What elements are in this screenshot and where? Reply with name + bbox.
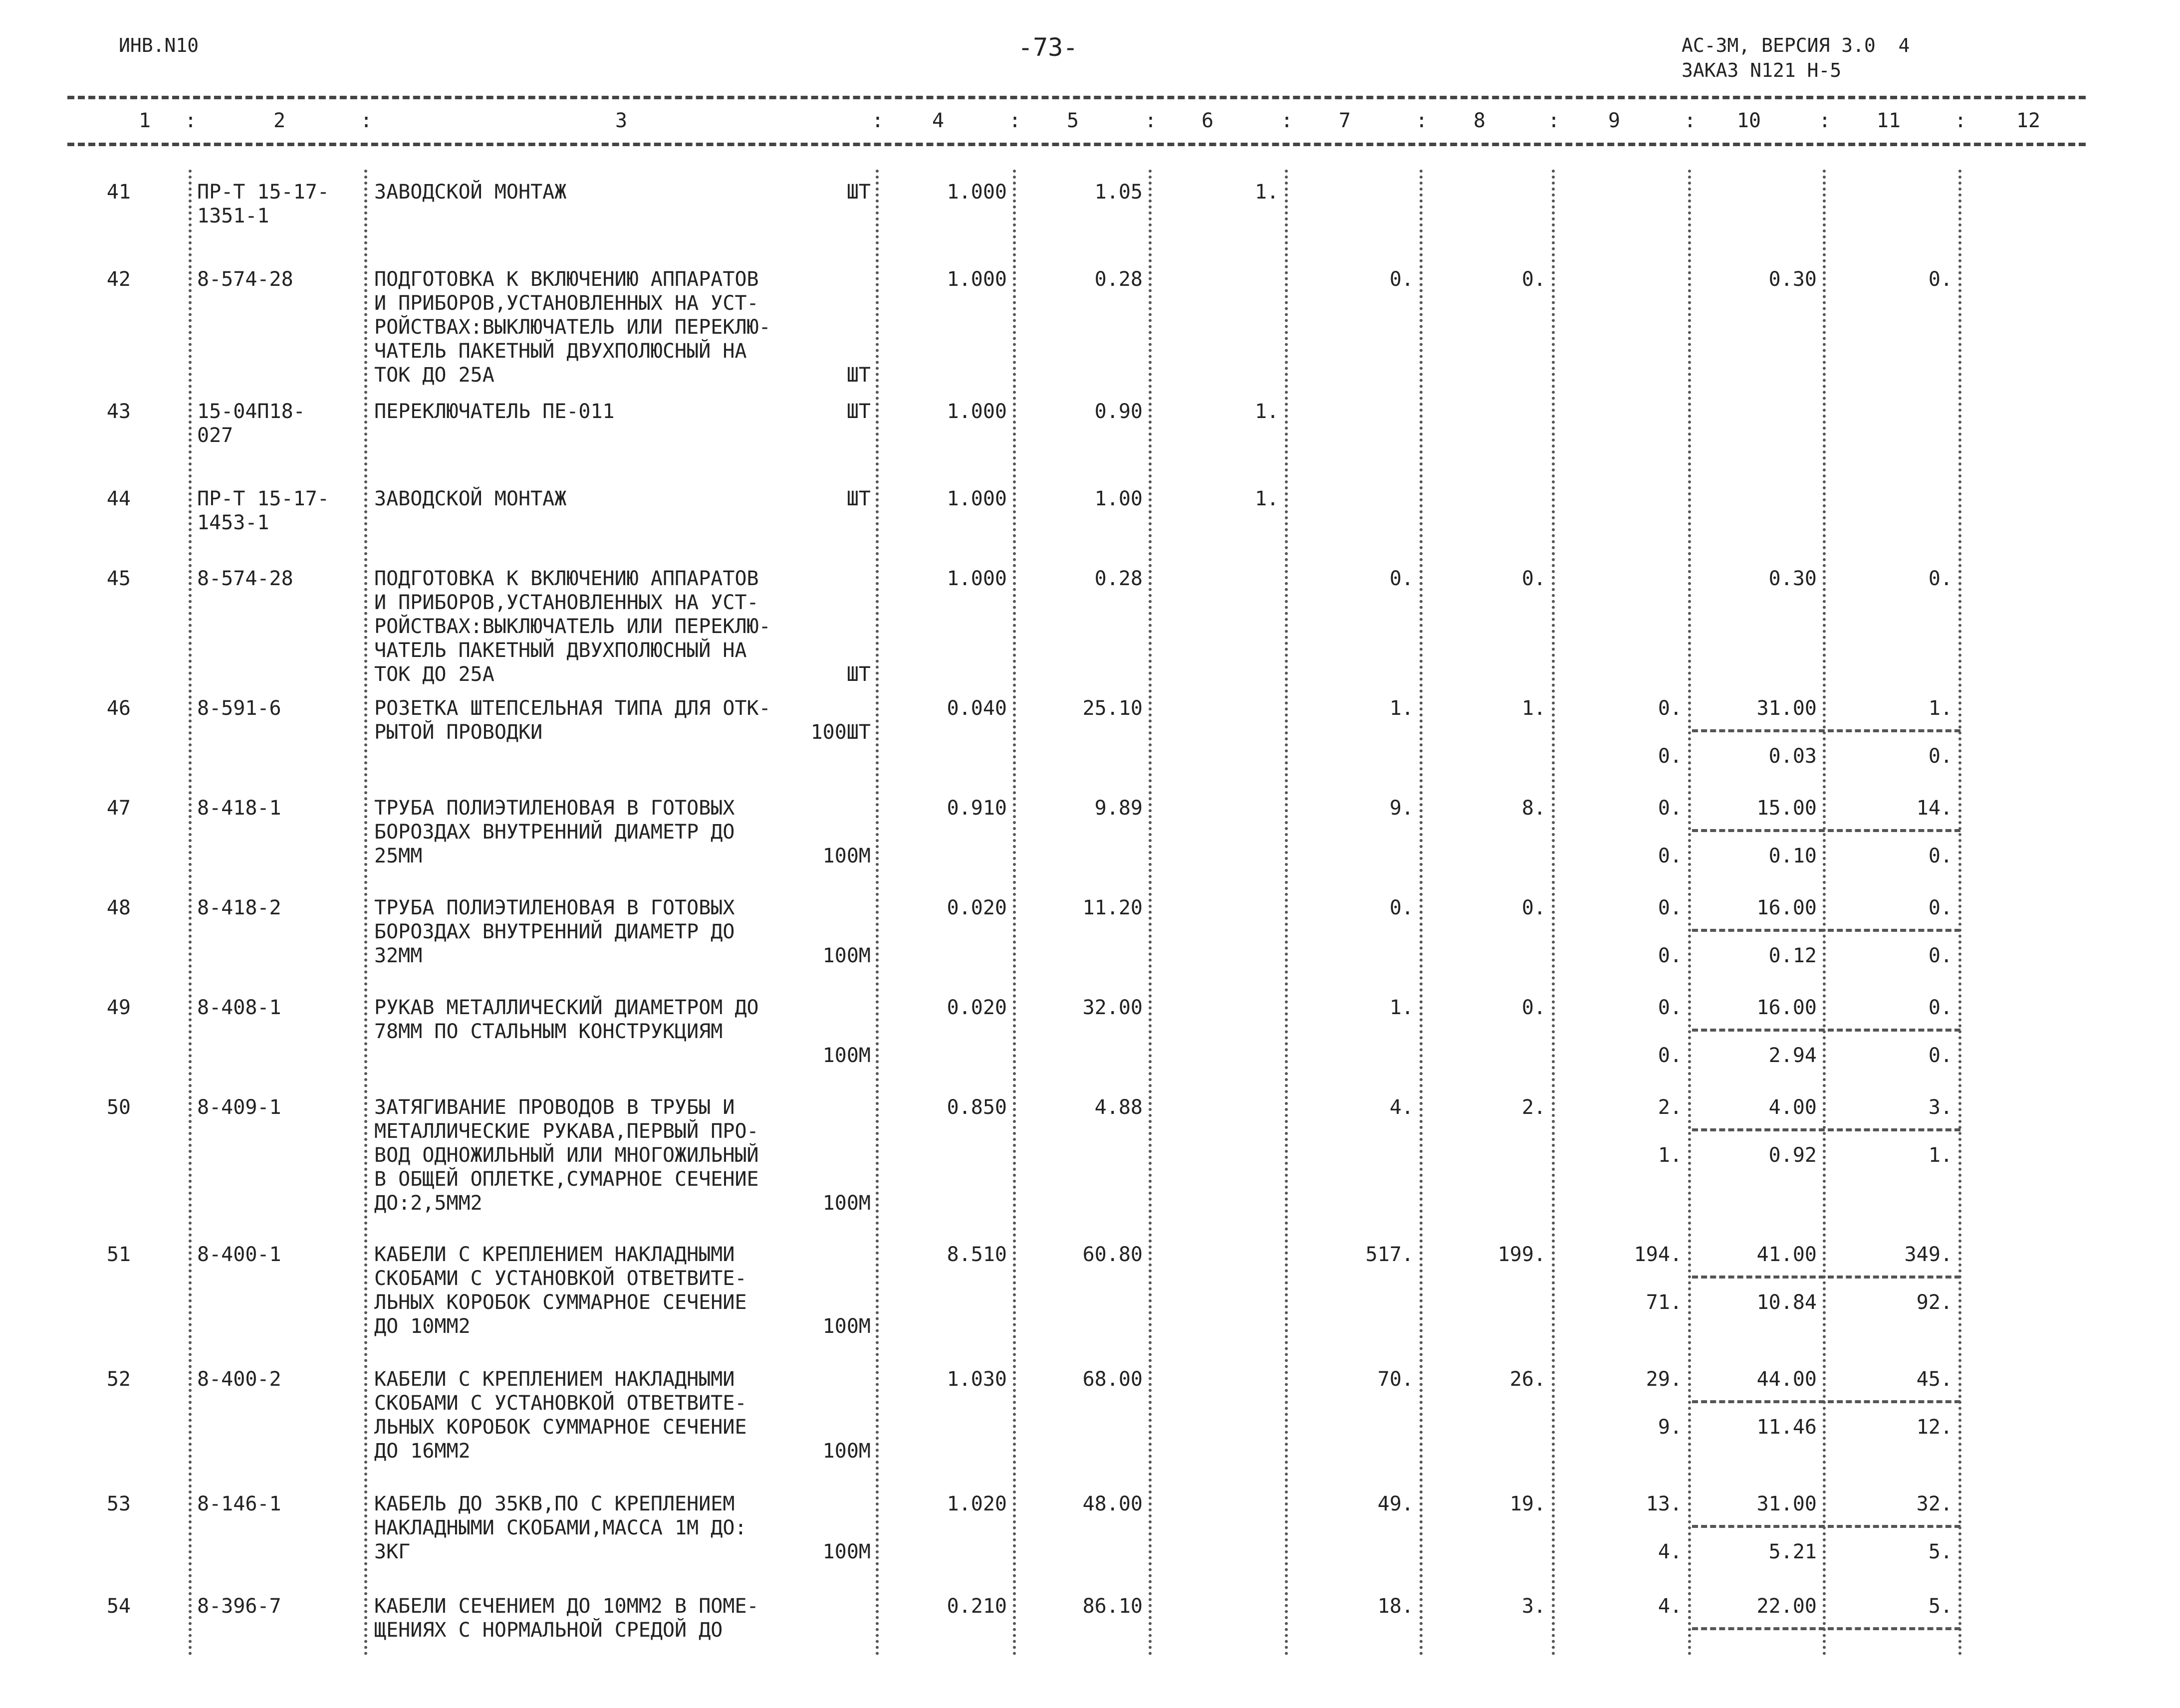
header-separator: : — [872, 109, 884, 132]
row-value-7: 1. — [1389, 996, 1414, 1019]
row-value-5: 48.00 — [1082, 1493, 1143, 1515]
row-sub-value-9: 0. — [1658, 845, 1682, 867]
row-value-8: 19. — [1509, 1493, 1546, 1515]
row-number: 41 — [106, 181, 131, 204]
row-value-5: 0.28 — [1094, 268, 1143, 291]
row-value-10: 0.30 — [1768, 268, 1817, 291]
row-code: ПР-Т 15-17- — [197, 487, 329, 510]
row-value-8: 2. — [1521, 1096, 1546, 1119]
row-value-10: 31.00 — [1756, 1493, 1817, 1515]
column-header-12: 12 — [2016, 109, 2041, 132]
row-description: 78ММ ПО СТАЛЬНЫМ КОНСТРУКЦИЯМ — [374, 1020, 723, 1043]
subtotal-divider — [1692, 929, 1960, 932]
row-value-10: 41.00 — [1756, 1243, 1817, 1266]
row-value-9: 194. — [1634, 1243, 1682, 1266]
inventory-number: ИНВ.N10 — [119, 34, 199, 56]
row-unit: 100М — [822, 1044, 871, 1067]
row-unit: ШТ — [846, 181, 871, 204]
row-description: КАБЕЛИ С КРЕПЛЕНИЕМ НАКЛАДНЫМИ — [374, 1243, 735, 1266]
row-sub-value-9: 4. — [1658, 1540, 1682, 1563]
row-unit: 100М — [822, 944, 871, 967]
header-separator: : — [185, 109, 197, 132]
column-header-11: 11 — [1876, 109, 1901, 132]
row-value-4: 0.040 — [947, 697, 1007, 720]
row-value-6: 1. — [1254, 487, 1279, 510]
row-sub-value-11: 92. — [1916, 1291, 1952, 1314]
row-value-4: 1.000 — [947, 268, 1007, 291]
row-description: БОРОЗДАХ ВНУТРЕННИЙ ДИАМЕТР ДО — [374, 821, 735, 844]
row-number: 44 — [106, 487, 131, 510]
row-description: ТРУБА ПОЛИЭТИЛЕНОВАЯ В ГОТОВЫХ — [374, 797, 735, 820]
row-value-9: 2. — [1658, 1096, 1682, 1119]
header-separator: : — [1009, 109, 1021, 132]
row-value-6: 1. — [1254, 181, 1279, 204]
row-description: 25ММ — [374, 845, 423, 867]
row-value-8: 8. — [1521, 797, 1546, 820]
row-value-10: 16.00 — [1756, 896, 1817, 919]
row-description: В ОБЩЕЙ ОПЛЕТКЕ,СУМАРНОЕ СЕЧЕНИЕ — [374, 1168, 759, 1191]
row-description: И ПРИБОРОВ,УСТАНОВЛЕННЫХ НА УСТ- — [374, 591, 759, 614]
row-sub-value-10: 5.21 — [1768, 1540, 1817, 1563]
row-value-11: 0. — [1928, 996, 1952, 1019]
row-value-9: 4. — [1658, 1595, 1682, 1618]
row-value-5: 11.20 — [1082, 896, 1143, 919]
row-code: 8-591-6 — [197, 697, 281, 720]
row-description: РЫТОЙ ПРОВОДКИ — [374, 721, 543, 744]
row-description: ПОДГОТОВКА К ВКЛЮЧЕНИЮ АППАРАТОВ — [374, 567, 759, 590]
row-sub-value-10: 0.10 — [1768, 845, 1817, 867]
row-value-7: 1. — [1389, 697, 1414, 720]
subtotal-divider — [1692, 1029, 1960, 1032]
row-sub-value-9: 0. — [1658, 1044, 1682, 1067]
column-header-8: 8 — [1473, 109, 1486, 132]
row-description: РОЗЕТКА ШТЕПСЕЛЬНАЯ ТИПА ДЛЯ ОТК- — [374, 697, 771, 720]
row-code: 8-396-7 — [197, 1595, 281, 1618]
column-separator — [364, 170, 367, 1656]
row-unit: 100М — [822, 1192, 871, 1215]
row-sub-value-11: 5. — [1928, 1540, 1952, 1563]
header-separator: : — [1416, 109, 1428, 132]
header-separator: : — [1281, 109, 1293, 132]
row-value-5: 4.88 — [1094, 1096, 1143, 1119]
column-header-7: 7 — [1338, 109, 1351, 132]
subtotal-divider — [1692, 1627, 1960, 1630]
row-value-11: 3. — [1928, 1096, 1952, 1119]
row-description: КАБЕЛИ С КРЕПЛЕНИЕМ НАКЛАДНЫМИ — [374, 1368, 735, 1391]
row-value-9: 29. — [1646, 1368, 1682, 1391]
row-description: ЗАВОДСКОЙ МОНТАЖ — [374, 181, 567, 204]
row-value-8: 199. — [1497, 1243, 1546, 1266]
row-value-7: 517. — [1365, 1243, 1414, 1266]
row-value-5: 32.00 — [1082, 996, 1143, 1019]
row-value-7: 0. — [1389, 896, 1414, 919]
column-header-3: 3 — [615, 109, 628, 132]
row-value-5: 68.00 — [1082, 1368, 1143, 1391]
row-number: 47 — [106, 797, 131, 820]
row-sub-value-11: 12. — [1916, 1416, 1952, 1439]
row-number: 51 — [106, 1243, 131, 1266]
row-description: КАБЕЛЬ ДО 35КВ,ПО С КРЕПЛЕНИЕМ — [374, 1493, 735, 1515]
row-unit: 100М — [822, 1440, 871, 1463]
row-value-8: 0. — [1521, 567, 1546, 590]
row-description: ДО:2,5ММ2 — [374, 1192, 483, 1215]
row-description: И ПРИБОРОВ,УСТАНОВЛЕННЫХ НА УСТ- — [374, 292, 759, 315]
row-value-4: 0.210 — [947, 1595, 1007, 1618]
row-value-11: 5. — [1928, 1595, 1952, 1618]
column-header-2: 2 — [273, 109, 286, 132]
row-number: 50 — [106, 1096, 131, 1119]
row-sub-value-10: 2.94 — [1768, 1044, 1817, 1067]
row-value-4: 0.020 — [947, 996, 1007, 1019]
column-header-1: 1 — [138, 109, 151, 132]
header-rule-top — [67, 96, 2086, 99]
row-value-11: 0. — [1928, 567, 1952, 590]
row-description: СКОБАМИ С УСТАНОВКОЙ ОТВЕТВИТЕ- — [374, 1392, 747, 1415]
row-sub-value-10: 0.03 — [1768, 745, 1817, 768]
row-value-7: 0. — [1389, 567, 1414, 590]
row-unit: ШТ — [846, 400, 871, 423]
row-sub-value-9: 0. — [1658, 745, 1682, 768]
row-value-7: 9. — [1389, 797, 1414, 820]
row-description: ЧАТЕЛЬ ПАКЕТНЫЙ ДВУХПОЛЮСНЫЙ НА — [374, 340, 747, 363]
row-description: ТОК ДО 25А — [374, 364, 494, 387]
row-description: ЛЬНЫХ КОРОБОК СУММАРНОЕ СЕЧЕНИЕ — [374, 1291, 747, 1314]
row-code: 8-146-1 — [197, 1493, 281, 1515]
row-sub-value-11: 1. — [1928, 1144, 1952, 1167]
row-value-4: 1.000 — [947, 567, 1007, 590]
row-sub-value-10: 10.84 — [1756, 1291, 1817, 1314]
program-version: АС-3М, ВЕРСИЯ 3.0 4 — [1682, 34, 1910, 56]
row-description: ЗАВОДСКОЙ МОНТАЖ — [374, 487, 567, 510]
row-value-11: 0. — [1928, 268, 1952, 291]
row-value-5: 60.80 — [1082, 1243, 1143, 1266]
header-rule-bottom — [67, 143, 2086, 146]
row-value-11: 45. — [1916, 1368, 1952, 1391]
row-number: 52 — [106, 1368, 131, 1391]
column-separator — [189, 170, 192, 1656]
column-header-6: 6 — [1201, 109, 1214, 132]
row-code: 8-408-1 — [197, 996, 281, 1019]
row-code: 8-418-1 — [197, 797, 281, 820]
header-separator: : — [1145, 109, 1157, 132]
row-value-5: 1.00 — [1094, 487, 1143, 510]
row-value-11: 32. — [1916, 1493, 1952, 1515]
row-description: ЧАТЕЛЬ ПАКЕТНЫЙ ДВУХПОЛЮСНЫЙ НА — [374, 639, 747, 662]
subtotal-divider — [1692, 1128, 1960, 1131]
row-value-4: 0.850 — [947, 1096, 1007, 1119]
row-code: 8-574-28 — [197, 268, 293, 291]
row-description: ПОДГОТОВКА К ВКЛЮЧЕНИЮ АППАРАТОВ — [374, 268, 759, 291]
row-value-9: 0. — [1658, 697, 1682, 720]
row-value-7: 70. — [1377, 1368, 1414, 1391]
row-value-9: 13. — [1646, 1493, 1682, 1515]
row-value-8: 0. — [1521, 996, 1546, 1019]
row-value-10: 22.00 — [1756, 1595, 1817, 1618]
row-value-4: 8.510 — [947, 1243, 1007, 1266]
column-separator — [1149, 170, 1152, 1656]
row-value-4: 1.020 — [947, 1493, 1007, 1515]
row-sub-value-11: 0. — [1928, 1044, 1952, 1067]
row-code: ПР-Т 15-17- — [197, 181, 329, 204]
order-number: ЗАКАЗ N121 Н-5 — [1682, 59, 1842, 81]
row-unit: 100М — [822, 845, 871, 867]
row-description: БОРОЗДАХ ВНУТРЕННИЙ ДИАМЕТР ДО — [374, 920, 735, 943]
row-value-10: 16.00 — [1756, 996, 1817, 1019]
row-value-10: 31.00 — [1756, 697, 1817, 720]
row-description: СКОБАМИ С УСТАНОВКОЙ ОТВЕТВИТЕ- — [374, 1267, 747, 1290]
row-value-8: 1. — [1521, 697, 1546, 720]
row-value-5: 25.10 — [1082, 697, 1143, 720]
subtotal-divider — [1692, 1525, 1960, 1528]
row-description: РОЙСТВАХ:ВЫКЛЮЧАТЕЛЬ ИЛИ ПЕРЕКЛЮ- — [374, 615, 771, 638]
row-value-7: 18. — [1377, 1595, 1414, 1618]
row-value-4: 1.030 — [947, 1368, 1007, 1391]
row-value-4: 1.000 — [947, 181, 1007, 204]
row-value-10: 0.30 — [1768, 567, 1817, 590]
row-unit: 100М — [822, 1540, 871, 1563]
row-number: 49 — [106, 996, 131, 1019]
row-value-7: 49. — [1377, 1493, 1414, 1515]
row-code: 1453-1 — [197, 511, 269, 534]
row-value-5: 0.90 — [1094, 400, 1143, 423]
row-code: 8-574-28 — [197, 567, 293, 590]
row-code: 8-400-1 — [197, 1243, 281, 1266]
row-value-11: 349. — [1904, 1243, 1952, 1266]
row-unit: 100М — [822, 1315, 871, 1338]
row-value-5: 9.89 — [1094, 797, 1143, 820]
row-code: 8-400-2 — [197, 1368, 281, 1391]
row-number: 45 — [106, 567, 131, 590]
row-value-4: 0.020 — [947, 896, 1007, 919]
row-unit: ШТ — [846, 663, 871, 686]
row-value-7: 4. — [1389, 1096, 1414, 1119]
row-sub-value-10: 0.92 — [1768, 1144, 1817, 1167]
row-value-10: 15.00 — [1756, 797, 1817, 820]
row-value-8: 3. — [1521, 1595, 1546, 1618]
column-header-9: 9 — [1608, 109, 1621, 132]
row-description: ЩЕНИЯХ С НОРМАЛЬНОЙ СРЕДОЙ ДО — [374, 1619, 723, 1642]
row-description: ТОК ДО 25А — [374, 663, 494, 686]
row-description: КАБЕЛИ СЕЧЕНИЕМ ДО 10ММ2 В ПОМЕ- — [374, 1595, 759, 1618]
row-value-8: 0. — [1521, 896, 1546, 919]
subtotal-divider — [1692, 1276, 1960, 1279]
column-header-10: 10 — [1736, 109, 1761, 132]
header-separator: : — [1819, 109, 1831, 132]
row-value-4: 0.910 — [947, 797, 1007, 820]
row-sub-value-9: 1. — [1658, 1144, 1682, 1167]
row-sub-value-11: 0. — [1928, 944, 1952, 967]
row-description: 3КГ — [374, 1540, 411, 1563]
subtotal-divider — [1692, 1400, 1960, 1403]
row-code: 15-04П18- — [197, 400, 305, 423]
column-header-4: 4 — [932, 109, 945, 132]
row-description: РОЙСТВАХ:ВЫКЛЮЧАТЕЛЬ ИЛИ ПЕРЕКЛЮ- — [374, 316, 771, 339]
row-value-4: 1.000 — [947, 487, 1007, 510]
row-code: 8-409-1 — [197, 1096, 281, 1119]
row-value-5: 86.10 — [1082, 1595, 1143, 1618]
row-description: ПЕРЕКЛЮЧАТЕЛЬ ПЕ-011 — [374, 400, 615, 423]
row-unit: ШТ — [846, 364, 871, 387]
row-number: 42 — [106, 268, 131, 291]
row-value-10: 4.00 — [1768, 1096, 1817, 1119]
row-description: ЛЬНЫХ КОРОБОК СУММАРНОЕ СЕЧЕНИЕ — [374, 1416, 747, 1439]
row-value-9: 0. — [1658, 896, 1682, 919]
row-description: НАКЛАДНЫМИ СКОБАМИ,МАССА 1М ДО: — [374, 1516, 747, 1539]
row-value-9: 0. — [1658, 996, 1682, 1019]
row-code: 027 — [197, 424, 234, 447]
row-value-8: 26. — [1509, 1368, 1546, 1391]
row-number: 53 — [106, 1493, 131, 1515]
row-number: 48 — [106, 896, 131, 919]
row-description: ВОД ОДНОЖИЛЬНЫЙ ИЛИ МНОГОЖИЛЬНЫЙ — [374, 1144, 759, 1167]
column-separator — [1958, 170, 1961, 1656]
row-sub-value-11: 0. — [1928, 845, 1952, 867]
row-sub-value-9: 71. — [1646, 1291, 1682, 1314]
header-separator: : — [1954, 109, 1967, 132]
row-value-11: 1. — [1928, 697, 1952, 720]
page-number: -73- — [1018, 33, 1078, 62]
row-sub-value-9: 9. — [1658, 1416, 1682, 1439]
row-number: 43 — [106, 400, 131, 423]
subtotal-divider — [1692, 829, 1960, 832]
row-description: ТРУБА ПОЛИЭТИЛЕНОВАЯ В ГОТОВЫХ — [374, 896, 735, 919]
row-number: 54 — [106, 1595, 131, 1618]
row-value-8: 0. — [1521, 268, 1546, 291]
row-description: РУКАВ МЕТАЛЛИЧЕСКИЙ ДИАМЕТРОМ ДО — [374, 996, 759, 1019]
row-code: 8-418-2 — [197, 896, 281, 919]
row-unit: ШТ — [846, 487, 871, 510]
row-sub-value-11: 0. — [1928, 745, 1952, 768]
row-value-5: 0.28 — [1094, 567, 1143, 590]
row-description: ДО 10ММ2 — [374, 1315, 471, 1338]
row-unit: 100ШТ — [810, 721, 871, 744]
header-separator: : — [360, 109, 373, 132]
row-number: 46 — [106, 697, 131, 720]
row-description: ЗАТЯГИВАНИЕ ПРОВОДОВ В ТРУБЫ И — [374, 1096, 735, 1119]
row-value-9: 0. — [1658, 797, 1682, 820]
header-separator: : — [1684, 109, 1696, 132]
row-value-6: 1. — [1254, 400, 1279, 423]
row-sub-value-9: 0. — [1658, 944, 1682, 967]
subtotal-divider — [1692, 729, 1960, 732]
row-value-5: 1.05 — [1094, 181, 1143, 204]
header-separator: : — [1548, 109, 1560, 132]
row-description: МЕТАЛЛИЧЕСКИЕ РУКАВА,ПЕРВЫЙ ПРО- — [374, 1120, 759, 1143]
row-value-11: 0. — [1928, 896, 1952, 919]
row-value-10: 44.00 — [1756, 1368, 1817, 1391]
row-value-11: 14. — [1916, 797, 1952, 820]
row-description: 32ММ — [374, 944, 423, 967]
row-code: 1351-1 — [197, 205, 269, 227]
row-value-7: 0. — [1389, 268, 1414, 291]
row-description: ДО 16ММ2 — [374, 1440, 471, 1463]
column-header-5: 5 — [1066, 109, 1079, 132]
row-value-4: 1.000 — [947, 400, 1007, 423]
row-sub-value-10: 11.46 — [1756, 1416, 1817, 1439]
row-sub-value-10: 0.12 — [1768, 944, 1817, 967]
